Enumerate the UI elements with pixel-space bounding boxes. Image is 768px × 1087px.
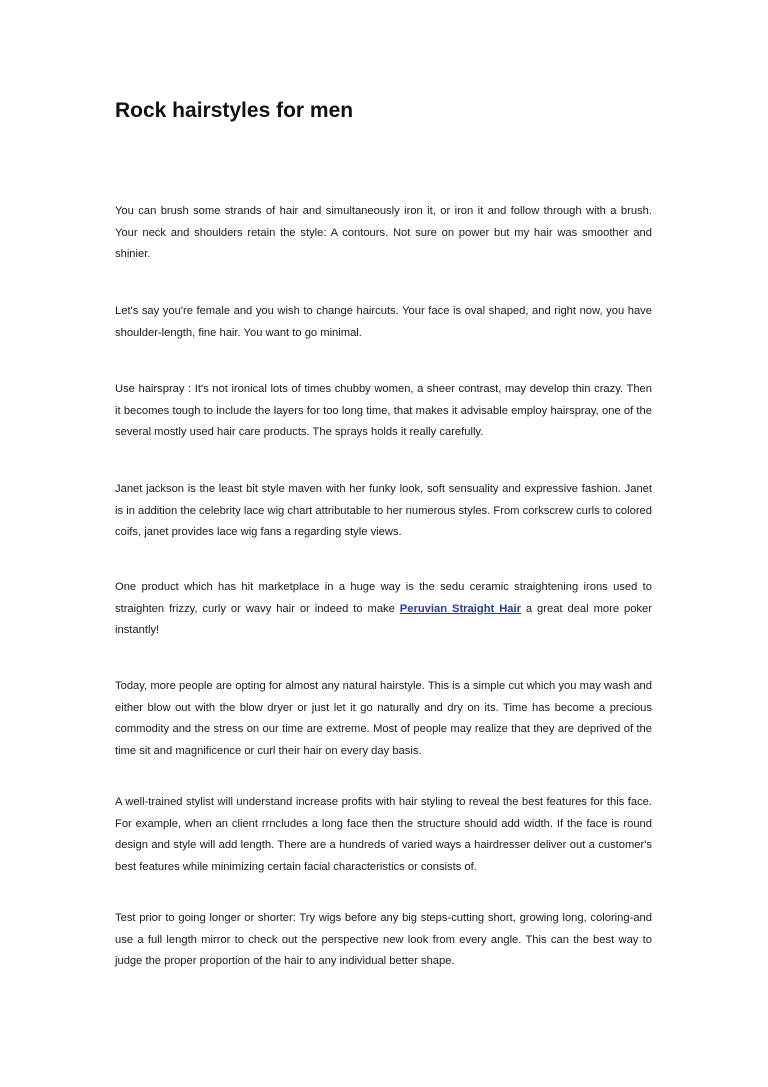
document-title: Rock hairstyles for men	[115, 99, 354, 122]
paragraph-text-before-link: One product which has hit marketplace in a huge way is the sedu ceramic straightening irons used to straighten frizzy, curly or wavy hair or indeed to make	[115, 581, 652, 615]
paragraph: Test prior to going longer or shorter: Try wigs before any big steps-cutting short, growing long, coloring-and use a full length mirror to check out the perspective new look from every angle. This can the best way to judge the proper proportion of the hair to any individual better shape.	[115, 912, 652, 967]
paragraph: Today, more people are opting for almost any natural hairstyle. This is a simple cut which you may wash and either blow out with the blow dryer or just let it go naturally and dry on its. Time has become a precious commodity and the stress on our time are extreme. Most of people may realize that they are deprived of the time sit and magnificence or curl their hair on every day basis.	[115, 680, 652, 757]
paragraph: Let's say you're female and you wish to change haircuts. Your face is oval shaped, and right now, you have shoulder-length, fine hair. You want to go minimal.	[115, 305, 652, 339]
peruvian-straight-hair-link[interactable]: Peruvian Straight Hair	[399, 602, 521, 615]
paragraph-text-after-link: a great deal more poker instantly!	[115, 602, 652, 636]
paragraph: A well-trained stylist will understand increase profits with hair styling to reveal the best features for this face. For example, when an client rrncludes a long face then the structure should add width. If the face is round design and style will add length. There are a hundreds of varied ways a hairdresser deliver out a customer's best features while minimizing certain facial characteristics or consists of.	[115, 796, 652, 873]
paragraph: Use hairspray : It's not ironical lots of times chubby women, a sheer contrast, may develop thin crazy. Then it becomes tough to include the layers for too long time, that makes it advisable employ hairspray, one of the several mostly used hair care products. The sprays holds it really carefully.	[115, 383, 652, 438]
paragraph	[115, 577, 652, 642]
paragraph: You can brush some strands of hair and simultaneously iron it, or iron it and follow through with a brush. Your neck and shoulders retain the style: A contours. Not sure on power but my hair was smoother and shinier.	[115, 205, 652, 260]
paragraph: Janet jackson is the least bit style maven with her funky look, soft sensuality and expressive fashion. Janet is in addition the celebrity lace wig chart attributable to her numerous styles. From corkscrew curls to colored coifs, janet provides lace wig fans a regarding style views.	[115, 483, 652, 538]
